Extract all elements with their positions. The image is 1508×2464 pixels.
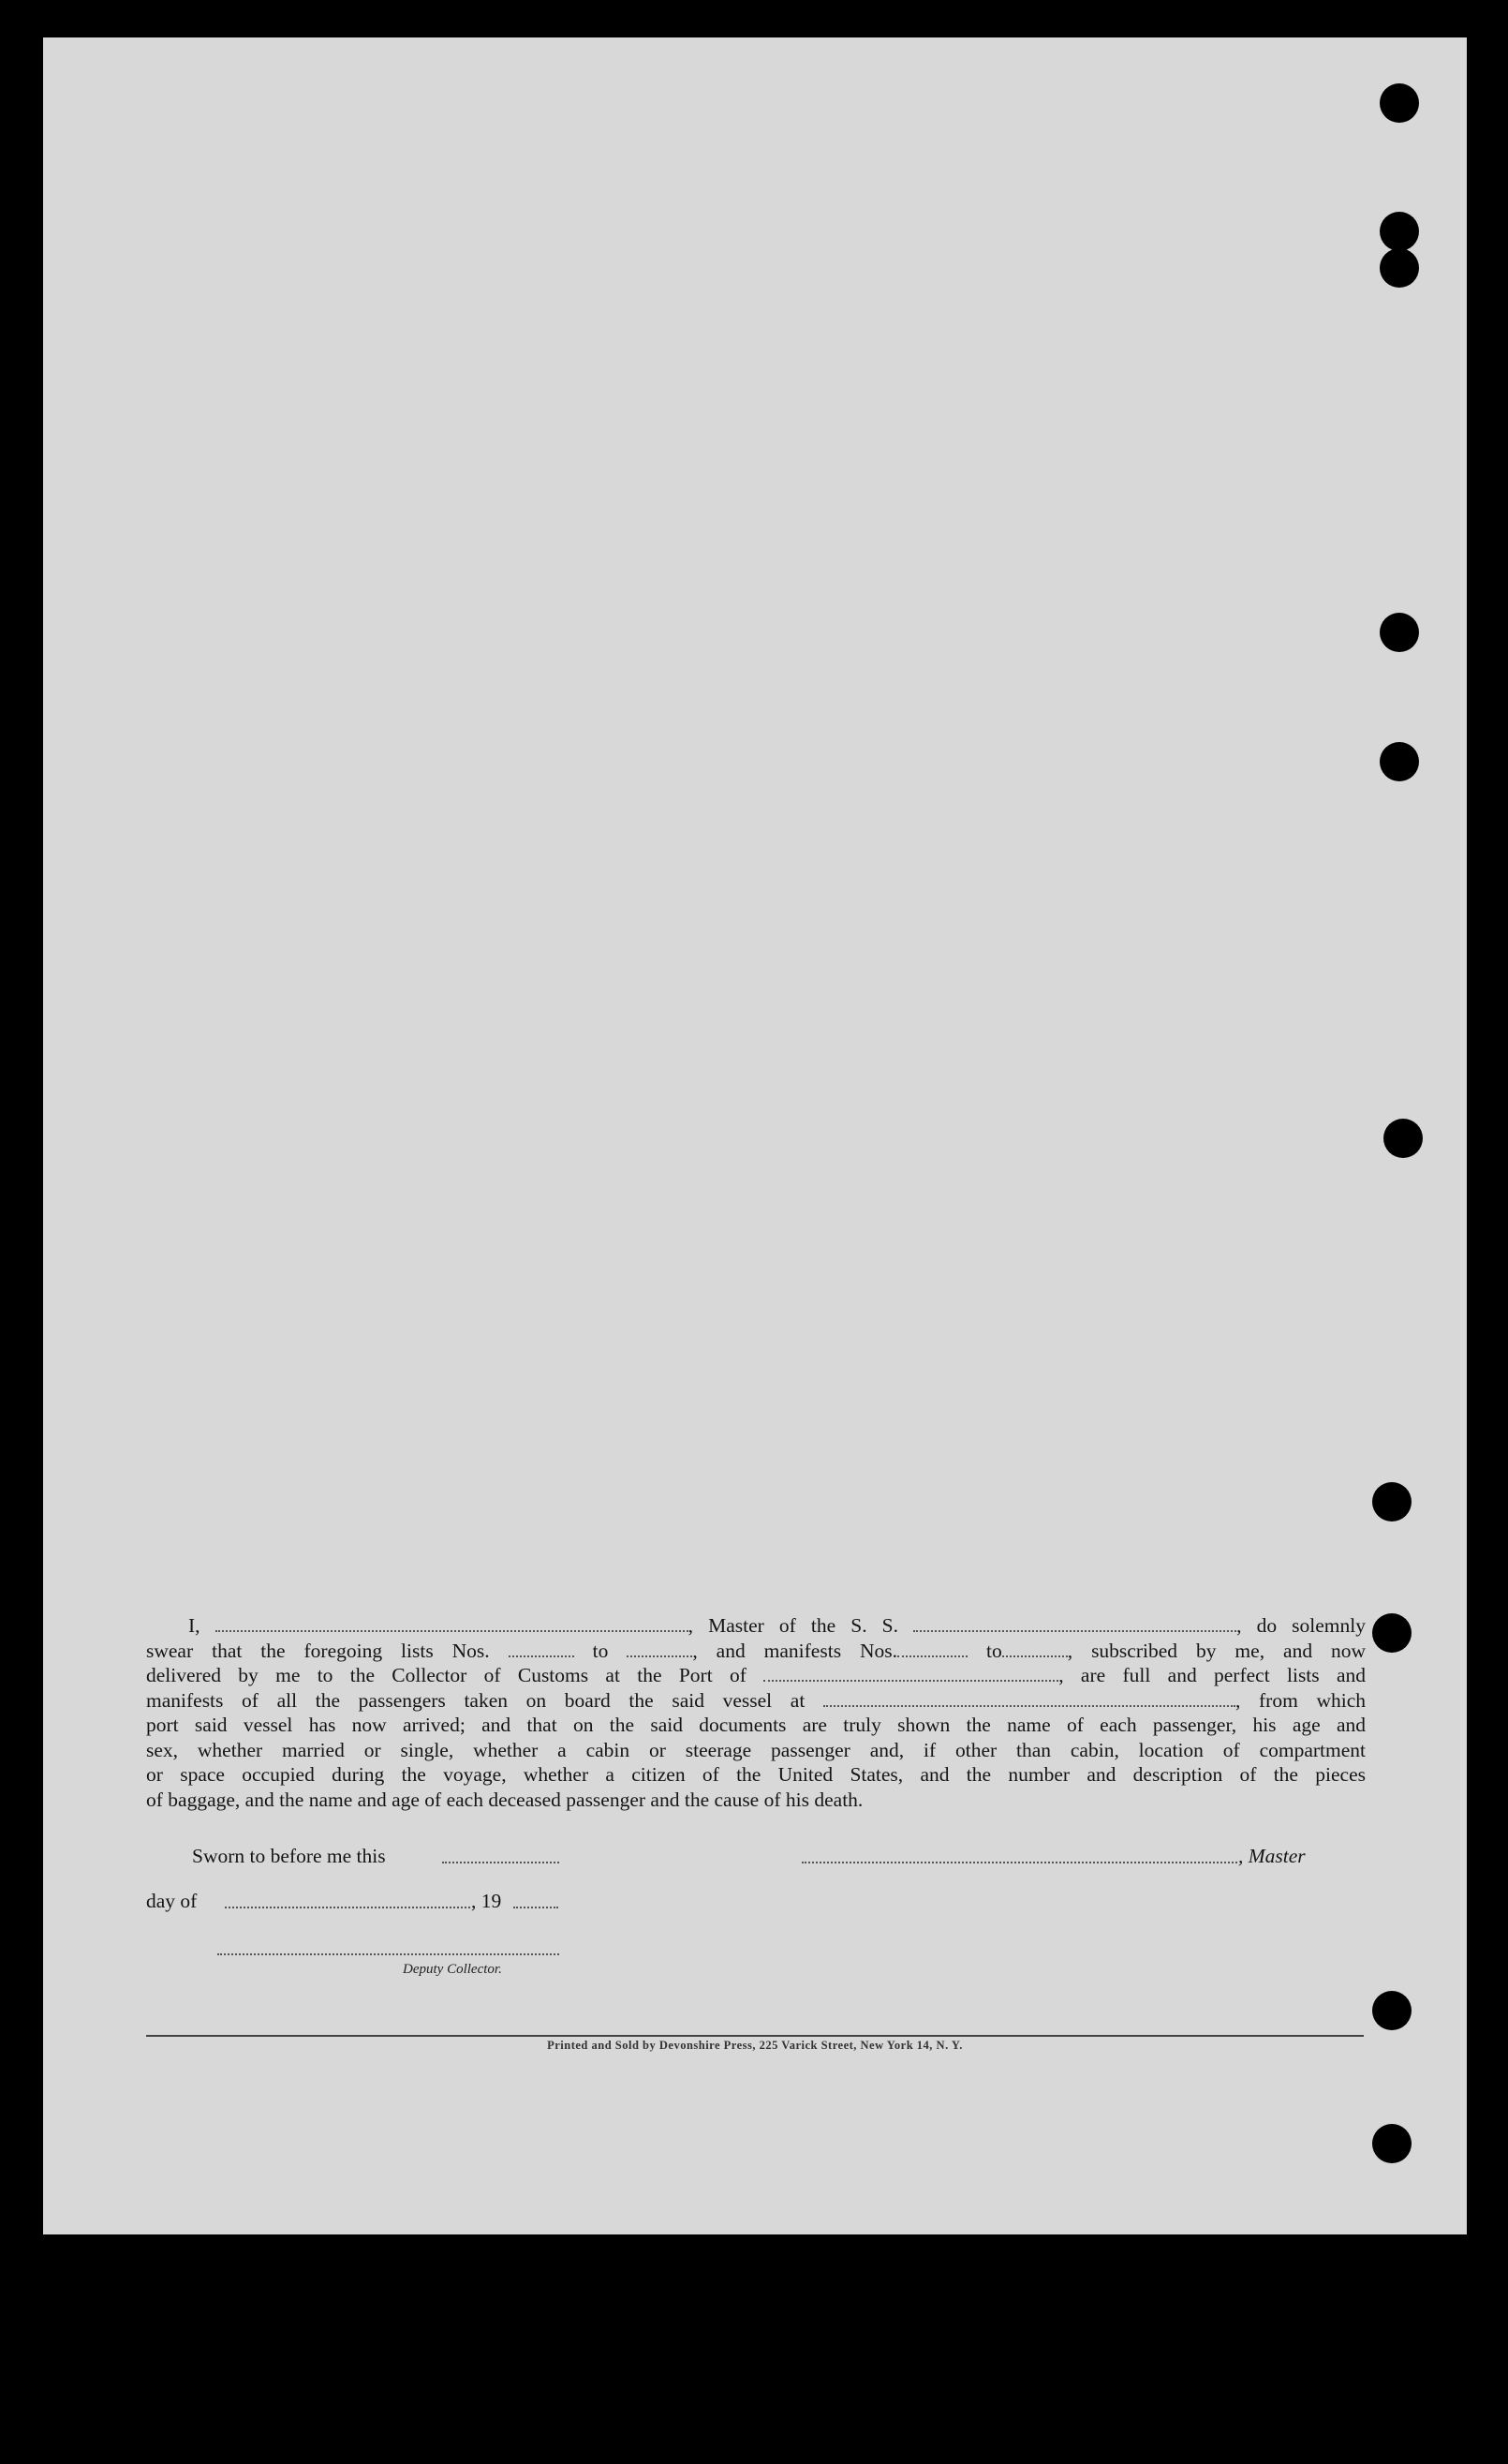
footer-rule [146, 2035, 1364, 2037]
day-of-label [146, 1890, 197, 1913]
oath-text: , and manifests Nos. [692, 1639, 898, 1662]
master-text: , Master [1238, 1845, 1306, 1867]
oath-line-7: or space occupied during the voyage, whether a citizen of the United States, and the number and description of the pieces [146, 1763, 1366, 1786]
blank-sworn-date [442, 1862, 559, 1863]
punch-hole [1380, 212, 1419, 251]
punch-hole [1372, 1613, 1412, 1653]
punch-hole [1380, 742, 1419, 781]
blank-year [513, 1907, 558, 1908]
oath-text: I, [188, 1614, 200, 1637]
oath-text: swear that the foregoing lists Nos. [146, 1639, 490, 1662]
oath-paragraph [146, 1613, 1366, 1812]
oath-text: , Master of the S. S. [687, 1614, 899, 1637]
oath-line-5: port said vessel has now arrived; and that on the said documents are truly shown the name of each passenger, his age and [146, 1714, 1366, 1736]
blank-departure-port [823, 1692, 1235, 1707]
oath-text: to [592, 1639, 609, 1662]
blank-port [763, 1667, 1058, 1682]
oath-line-2 [146, 1639, 1366, 1664]
oath-line-6: sex, whether married or single, whether a cabin or steerage passenger and, if other than cabin, location of compartment [146, 1738, 1366, 1761]
oath-text: to [986, 1639, 1002, 1662]
punch-hole [1380, 83, 1419, 123]
blank-list-to [627, 1642, 692, 1657]
punch-hole [1372, 1482, 1412, 1521]
punch-hole [1372, 2124, 1412, 2163]
oath-text: , do solemnly [1236, 1614, 1366, 1637]
oath-text: , are full and perfect lists and [1058, 1664, 1367, 1686]
blank-manifest-to [1002, 1642, 1068, 1657]
oath-text: , from which [1234, 1688, 1366, 1712]
oath-text: manifests of all the passengers taken on board the said vessel at [146, 1688, 806, 1712]
blank-master-signature [802, 1862, 1237, 1863]
year-text: , 19 [471, 1890, 502, 1912]
year-label [471, 1890, 501, 1913]
deputy-collector-caption [403, 1962, 502, 1978]
oath-text: delivered by me to the Collector of Customs at the Port of [146, 1664, 747, 1686]
oath-text: , subscribed by me, and now [1067, 1639, 1367, 1662]
oath-line-4 [146, 1688, 1366, 1714]
blank-master-name [215, 1617, 688, 1632]
punch-hole [1372, 1991, 1412, 2030]
oath-line-3 [146, 1663, 1366, 1688]
printer-imprint: Printed and Sold by Devonshire Press, 225 Varick Street, New York 14, N. Y. [547, 2039, 963, 2052]
punch-hole [1383, 1119, 1423, 1158]
oath-line-1 [146, 1613, 1366, 1639]
sworn-text: Sworn to before me this [192, 1845, 386, 1867]
deputy-text: Deputy Collector. [403, 1962, 502, 1977]
punch-hole [1380, 248, 1419, 288]
day-of-text: day of [146, 1890, 198, 1912]
form-sheet [43, 37, 1467, 2234]
blank-vessel-name [913, 1617, 1236, 1632]
blank-manifest-from [897, 1642, 968, 1657]
punch-hole [1380, 613, 1419, 652]
sworn-label [192, 1845, 386, 1868]
blank-deputy-signature [217, 1953, 559, 1955]
master-label [1238, 1845, 1306, 1868]
oath-line-8: of baggage, and the name and age of each deceased passenger and the cause of his death. [146, 1788, 864, 1811]
blank-day-month [225, 1907, 470, 1908]
blank-list-from [509, 1642, 574, 1657]
